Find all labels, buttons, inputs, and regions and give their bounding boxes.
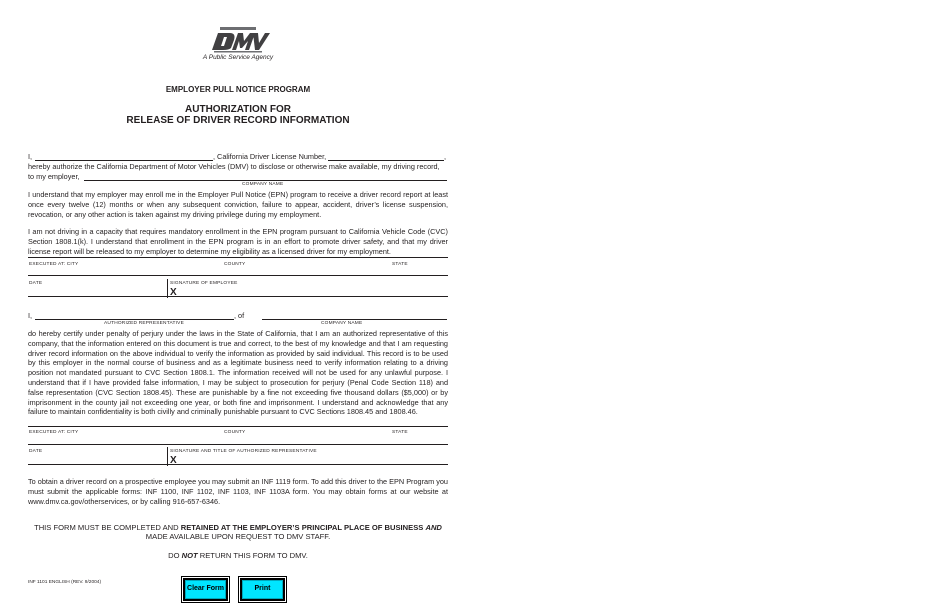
print-button-frame: [238, 576, 287, 603]
retention-notice: [28, 523, 448, 532]
not-mandatory-paragraph: I am not driving in a capacity that requires mandatory enrollment in the EPN program pursuant to California Vehicle Code (CVC) Section 1808.1(k). I understand that enrollment in the EPN program is in an effort to promote driver safety, and that my driver license report will be released to my employer to determine my eligibility as a licensed driver for my employment.: [28, 227, 448, 256]
clear-form-button[interactable]: Clear Form: [183, 578, 228, 601]
representative-company-caption: COMPANY NAME: [321, 321, 363, 326]
form-id: INF 1101 ENGLISH (REV. 9/2004): [28, 580, 102, 585]
retention-notice-part-1: THIS FORM MUST BE COMPLETED AND: [34, 523, 181, 532]
rep-executed-row-top-rule: [28, 426, 448, 427]
license-number-field[interactable]: [328, 152, 447, 161]
representative-name-field[interactable]: [35, 311, 234, 320]
clear-form-button-frame: [181, 576, 230, 603]
employee-signature-label: SIGNATURE OF EMPLOYEE: [170, 281, 238, 286]
page-title: [28, 104, 448, 126]
employee-name-prefix: I,: [28, 152, 33, 161]
retention-notice-line-2: MADE AVAILABLE UPON REQUEST TO DMV STAFF.: [145, 532, 331, 541]
retention-notice-part-3: AND: [425, 523, 442, 532]
dnr-part-1: DO: [168, 551, 182, 560]
do-not-return-notice: [28, 551, 448, 560]
title-line-1: AUTHORIZATION FOR: [185, 104, 291, 115]
rep-executed-location-field[interactable]: [28, 438, 448, 445]
rep-date-label: DATE: [29, 449, 43, 454]
rep-county-label: COUNTY: [224, 430, 246, 435]
employer-prefix: to my employer,: [28, 172, 80, 181]
representative-date-field[interactable]: [28, 459, 167, 465]
dnr-part-2: NOT: [181, 551, 198, 560]
representative-of-label: , of: [234, 311, 245, 320]
employee-date-field[interactable]: [28, 291, 167, 297]
representative-signature-label: SIGNATURE AND TITLE OF AUTHORIZED REPRESENTATIVE: [170, 449, 317, 454]
executed-city-label: EXECUTED AT: CITY: [29, 262, 79, 267]
company-name-caption: COMPANY NAME: [242, 182, 284, 187]
tagline: A Public Service Agency: [202, 54, 274, 61]
representative-signature-field[interactable]: [167, 459, 448, 465]
authorization-line: hereby authorize the California Department of Motor Vehicles (DMV) to disclose or otherwise make available, my driving record,: [28, 162, 440, 171]
date-label: DATE: [29, 281, 43, 286]
print-button[interactable]: Print: [240, 578, 285, 601]
certification-paragraph: do hereby certify under penalty of perjury under the laws in the State of California, that I am an authorized representative of this company, that the information entered on this document is true and correct, to the best of my knowledge and that I am requesting driver record information on the above individual to verify the information as provided by said individual. This record is to be used by this employer in the normal course of business and as a legitimate business need to verify information relating to a driving position not mandated pursuant to CVC Section 1808.1. The information received will not be used for any unlawful purpose. I understand that if I have provided false information, I may be subject to prosecution for perjury (Penal Code Section 118) and false representation (CVC Section 1808.45). These are punishable by a fine not exceeding five thousand dollars ($5,000) or by imprisonment in the county jail not exceeding one year, or both fine and imprisonment. I understand and acknowledge that any failure to maintain confidentiality is both civilly and criminally punishable pursuant to CVC Sections 1808.45 and 1808.46.: [28, 329, 448, 417]
additional-forms-info: To obtain a driver record on a prospective employee you may submit an INF 1119 form. To add this driver to the EPN Program you must submit the applicable forms: INF 1100, INF 1102, INF 1103, INF 1103A form. You may obtain forms at our website at www.dmv.ca.gov/otherservices, or by calling 916-657-6346.: [28, 477, 448, 506]
representative-company-field[interactable]: [262, 311, 447, 320]
employee-signature-field[interactable]: [167, 291, 448, 297]
retention-notice-part-2: RETAINED AT THE EMPLOYER’S PRINCIPAL PLACE OF BUSINESS: [180, 523, 426, 532]
title-line-2: RELEASE OF DRIVER RECORD INFORMATION: [126, 115, 350, 126]
executed-row-top-rule: [28, 257, 448, 258]
epn-understanding-paragraph: I understand that my employer may enroll me in the Employer Pull Notice (EPN) program to receive a driver record report at least once every twelve (12) months or when any subsequent conviction, failure to appear, accident, driver’s license suspension, revocation, or any other action is taken against my driving privilege during my employment.: [28, 190, 448, 219]
executed-location-field[interactable]: [28, 270, 448, 276]
representative-prefix: I,: [28, 311, 33, 320]
dnr-part-3: RETURN THIS FORM TO DMV.: [197, 551, 308, 560]
dmv-logo: [206, 26, 270, 54]
authorized-representative-caption: AUTHORIZED REPRESENTATIVE: [104, 321, 184, 326]
state-label: STATE: [392, 262, 408, 267]
rep-executed-city-label: EXECUTED AT: CITY: [29, 430, 79, 435]
program-name: EMPLOYER PULL NOTICE PROGRAM: [165, 85, 311, 94]
representative-signature-mark: X: [170, 455, 177, 466]
license-line-comma: ,: [444, 152, 447, 161]
employer-name-field[interactable]: [84, 172, 447, 181]
employee-name-field[interactable]: [35, 152, 213, 161]
employee-signature-mark: X: [170, 287, 177, 298]
rep-state-label: STATE: [392, 430, 408, 435]
county-label: COUNTY: [224, 262, 246, 267]
license-number-label: , California Driver License Number,: [213, 152, 327, 161]
